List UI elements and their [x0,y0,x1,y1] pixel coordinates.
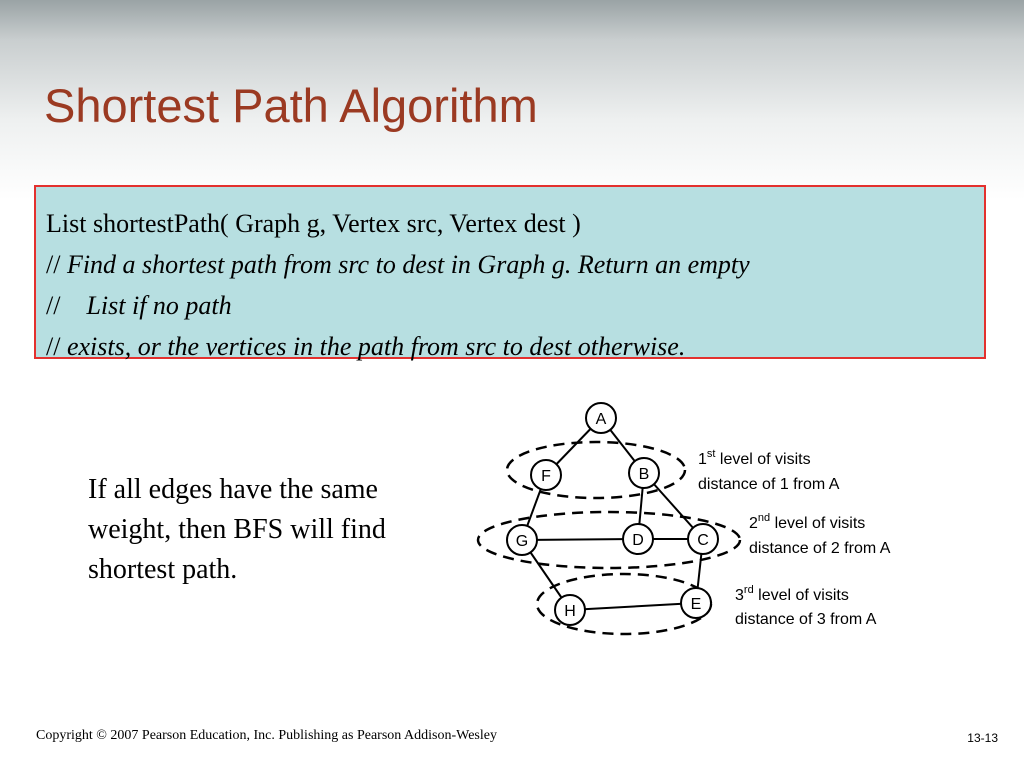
code-signature: List shortestPath( Graph g, Vertex src, Vertex dest ) [46,209,581,238]
explanation-line: If all edges have the same [88,474,378,505]
node-label: G [515,533,529,550]
node-c [688,524,718,554]
bfs-explanation [88,470,468,590]
node-label: C [697,532,709,549]
code-box [34,185,986,359]
node-label: E [690,596,702,613]
svg-text:3rd level of visits [735,584,849,604]
level-text: level of visits [770,515,866,532]
level-distance: distance of 1 from A [698,476,840,493]
level-3-label [735,584,877,628]
node-label: A [595,411,607,428]
edge-g-d [522,539,638,540]
level-suffix: st [706,448,716,460]
level-text: level of visits [753,587,849,604]
comment-prefix: // [46,332,67,361]
edge-h-e [570,603,696,610]
comment-text: Find a shortest path from src to dest in Graph g. Return an empty [66,250,750,279]
level-suffix: rd [743,584,754,596]
node-label: H [564,603,576,620]
code-comment-line [46,326,984,367]
copyright-footer: Copyright © 2007 Pearson Education, Inc. Publishing as Pearson Addison-Wesley [36,728,497,743]
level-2-label [749,512,891,557]
node-f [531,460,561,490]
nodes-layer [507,403,718,625]
comment-text: List if no path [86,291,232,320]
node-h [555,595,585,625]
level-ordinal: 3 [735,587,744,604]
node-e [681,588,711,618]
comment-prefix: // [46,250,67,279]
node-label: B [638,466,650,483]
node-label: F [541,468,551,485]
comment-text: exists, or the vertices in the path from src to dest otherwise. [66,332,686,361]
page-number: 13-13 [967,731,998,745]
level-distance: distance of 3 from A [735,611,877,628]
svg-text:1st level of visits [698,448,811,468]
node-b [629,458,659,488]
level-ordinal: 1 [698,451,707,468]
node-a [586,403,616,433]
level-ordinal: 2 [749,515,758,532]
comment-prefix: // [46,291,87,320]
explanation-line: weight, then BFS will find [88,514,386,545]
code-signature-line [46,203,984,244]
bfs-graph-diagram [470,395,990,655]
svg-text:2nd level of visits [749,512,865,532]
level-suffix: nd [757,512,771,524]
node-g [507,525,537,555]
slide-title: Shortest Path Algorithm [44,79,538,132]
level-text: level of visits [715,451,811,468]
code-comment-line [46,244,984,285]
explanation-line: shortest path. [88,554,238,585]
code-comment-line [46,285,984,326]
node-label: D [632,532,644,549]
level-1-label [698,448,840,493]
level-distance: distance of 2 from A [749,540,891,557]
node-d [623,524,653,554]
